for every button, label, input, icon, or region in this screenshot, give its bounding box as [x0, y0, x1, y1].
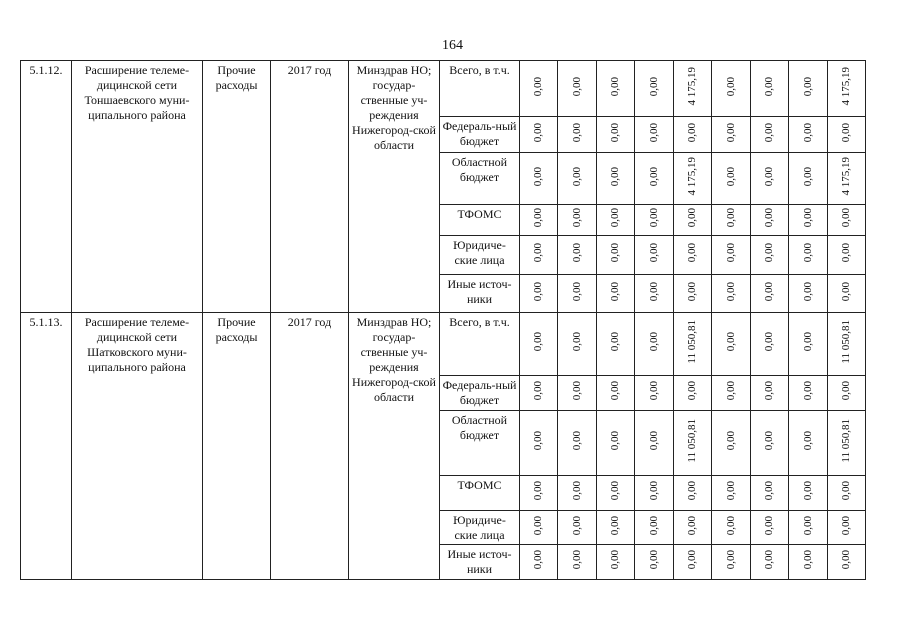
value-cell — [597, 511, 635, 545]
value-cell — [828, 236, 866, 275]
value-cell — [751, 313, 789, 376]
value-text: 0,00 — [801, 515, 814, 536]
value-cell — [635, 313, 674, 376]
value-cell — [712, 511, 751, 545]
funding-source: ТФОМС — [440, 205, 520, 236]
value-cell — [674, 153, 712, 205]
value-cell — [789, 511, 828, 545]
value-text: 0,00 — [763, 281, 775, 302]
value-cell — [597, 411, 635, 476]
value-text: 0,00 — [763, 208, 775, 228]
value-text: 0,00 — [840, 243, 852, 263]
value-text: 0,00 — [609, 431, 621, 451]
value-text: 0,00 — [724, 76, 737, 97]
value-cell — [520, 236, 558, 275]
value-cell — [712, 205, 751, 236]
value-text: 0,00 — [801, 281, 814, 302]
value-cell — [635, 411, 674, 476]
table-row — [21, 61, 866, 117]
value-cell — [520, 117, 558, 153]
value-cell — [674, 236, 712, 275]
value-text: 0,00 — [609, 208, 621, 228]
value-cell — [597, 205, 635, 236]
value-cell — [597, 313, 635, 376]
value-text: 0,00 — [647, 122, 660, 143]
value-text: 0,00 — [532, 381, 544, 401]
value-text: 0,00 — [647, 515, 660, 536]
value-text: 0,00 — [647, 243, 660, 263]
item-name: Расширение телеме-дицинской сети Тоншаевского муни-ципального района — [72, 61, 203, 313]
value-cell — [712, 153, 751, 205]
value-text: 0,00 — [532, 332, 544, 352]
value-text: 0,00 — [532, 208, 544, 228]
value-text: 0,00 — [647, 431, 660, 451]
value-text: 0,00 — [763, 515, 775, 536]
value-text: 4 175,19 — [840, 67, 852, 106]
value-cell — [751, 511, 789, 545]
value-cell — [712, 275, 751, 313]
value-cell — [558, 411, 597, 476]
value-text: 0,00 — [609, 550, 621, 570]
value-cell — [789, 153, 828, 205]
value-text: 0,00 — [801, 208, 814, 228]
value-cell — [558, 61, 597, 117]
value-text: 0,00 — [724, 515, 737, 536]
value-text: 0,00 — [763, 243, 775, 263]
item-name: Расширение телеме-дицинской сети Шатковского муни-ципального района — [72, 313, 203, 580]
value-text: 0,00 — [840, 281, 852, 302]
funding-source: Всего, в т.ч. — [440, 313, 520, 376]
value-cell — [635, 275, 674, 313]
value-cell — [520, 275, 558, 313]
value-text: 0,00 — [647, 76, 660, 97]
value-text: 0,00 — [532, 166, 544, 187]
value-text: 0,00 — [763, 76, 775, 97]
value-cell — [635, 205, 674, 236]
value-cell — [597, 545, 635, 580]
value-text: 0,00 — [801, 381, 814, 401]
value-cell — [597, 153, 635, 205]
value-cell — [828, 117, 866, 153]
value-text: 0,00 — [840, 515, 852, 536]
value-cell — [712, 117, 751, 153]
value-text: 0,00 — [801, 122, 814, 143]
value-text: 0,00 — [570, 166, 583, 187]
value-text: 0,00 — [532, 550, 544, 570]
value-text: 0,00 — [801, 550, 814, 570]
value-text: 0,00 — [570, 76, 583, 97]
value-text: 0,00 — [609, 381, 621, 401]
value-cell — [558, 545, 597, 580]
value-cell — [751, 476, 789, 511]
value-cell — [789, 376, 828, 411]
value-text: 0,00 — [801, 243, 814, 263]
value-text: 11 050,81 — [686, 320, 698, 364]
value-cell — [712, 545, 751, 580]
value-cell — [789, 275, 828, 313]
value-cell — [828, 545, 866, 580]
value-text: 0,00 — [686, 381, 698, 401]
value-cell — [712, 411, 751, 476]
value-text: 0,00 — [570, 550, 583, 570]
item-year: 2017 год — [271, 61, 349, 313]
value-cell — [828, 275, 866, 313]
value-cell — [789, 313, 828, 376]
expense-type: Прочие расходы — [203, 313, 271, 580]
value-text: 11 050,81 — [686, 419, 698, 463]
value-text: 0,00 — [570, 122, 583, 143]
value-text: 0,00 — [724, 332, 737, 352]
item-code: 5.1.12. — [21, 61, 72, 313]
value-cell — [520, 153, 558, 205]
expense-type: Прочие расходы — [203, 61, 271, 313]
value-text: 0,00 — [801, 332, 814, 352]
value-text: 0,00 — [724, 208, 737, 228]
value-cell — [674, 275, 712, 313]
value-cell — [751, 376, 789, 411]
value-cell — [789, 61, 828, 117]
value-text: 0,00 — [532, 76, 544, 97]
value-cell — [674, 117, 712, 153]
value-cell — [828, 411, 866, 476]
value-text: 0,00 — [840, 208, 852, 228]
value-cell — [828, 376, 866, 411]
value-text: 0,00 — [532, 243, 544, 263]
value-text: 0,00 — [840, 550, 852, 570]
item-executor: Минздрав НО; государ-ственные уч-реждения Нижегород-ской области — [349, 313, 440, 580]
value-text: 0,00 — [570, 243, 583, 263]
value-cell — [635, 117, 674, 153]
value-cell — [635, 545, 674, 580]
item-code: 5.1.13. — [21, 313, 72, 580]
funding-source: ТФОМС — [440, 476, 520, 511]
value-cell — [597, 476, 635, 511]
value-text: 0,00 — [840, 381, 852, 401]
value-cell — [789, 236, 828, 275]
value-cell — [558, 275, 597, 313]
value-cell — [558, 117, 597, 153]
value-cell — [558, 236, 597, 275]
value-cell — [558, 153, 597, 205]
value-cell — [712, 61, 751, 117]
value-cell — [828, 511, 866, 545]
value-text: 0,00 — [647, 332, 660, 352]
funding-source: Всего, в т.ч. — [440, 61, 520, 117]
value-cell — [789, 476, 828, 511]
value-text: 0,00 — [647, 381, 660, 401]
value-cell — [597, 236, 635, 275]
value-text: 0,00 — [647, 281, 660, 302]
value-text: 0,00 — [609, 281, 621, 302]
funding-source: Юридиче-ские лица — [440, 511, 520, 545]
value-cell — [520, 376, 558, 411]
value-text: 0,00 — [724, 122, 737, 143]
value-text: 0,00 — [686, 550, 698, 570]
value-cell — [597, 117, 635, 153]
value-text: 0,00 — [686, 515, 698, 536]
value-text: 4 175,19 — [686, 157, 698, 196]
value-cell — [674, 511, 712, 545]
value-text: 0,00 — [570, 208, 583, 228]
value-cell — [635, 376, 674, 411]
value-text: 0,00 — [609, 122, 621, 143]
funding-source: Федераль-ный бюджет — [440, 117, 520, 153]
value-cell — [520, 61, 558, 117]
value-cell — [751, 275, 789, 313]
value-text: 0,00 — [570, 332, 583, 352]
value-text: 0,00 — [801, 481, 814, 501]
value-cell — [520, 511, 558, 545]
value-cell — [751, 61, 789, 117]
value-cell — [558, 313, 597, 376]
value-cell — [558, 376, 597, 411]
page-number: 164 — [442, 38, 463, 53]
value-cell — [558, 476, 597, 511]
value-text: 11 050,81 — [840, 419, 852, 463]
value-text: 0,00 — [570, 515, 583, 536]
value-cell — [597, 275, 635, 313]
value-cell — [751, 545, 789, 580]
value-text: 0,00 — [686, 481, 698, 501]
value-cell — [635, 153, 674, 205]
value-cell — [828, 476, 866, 511]
value-text: 0,00 — [763, 122, 775, 143]
value-text: 0,00 — [609, 332, 621, 352]
value-text: 0,00 — [724, 431, 737, 451]
funding-source: Федераль-ный бюджет — [440, 376, 520, 411]
value-text: 0,00 — [609, 76, 621, 97]
value-text: 0,00 — [686, 208, 698, 228]
funding-source: Иные источ-ники — [440, 545, 520, 580]
value-text: 0,00 — [840, 481, 852, 501]
value-text: 0,00 — [763, 431, 775, 451]
value-cell — [635, 511, 674, 545]
value-cell — [789, 411, 828, 476]
value-cell — [635, 61, 674, 117]
value-cell — [558, 511, 597, 545]
value-cell — [674, 411, 712, 476]
value-cell — [828, 153, 866, 205]
value-text: 0,00 — [532, 281, 544, 302]
value-text: 0,00 — [532, 122, 544, 143]
value-text: 0,00 — [570, 481, 583, 501]
value-cell — [828, 61, 866, 117]
value-text: 0,00 — [801, 166, 814, 187]
value-text: 0,00 — [840, 122, 852, 143]
value-text: 0,00 — [686, 122, 698, 143]
value-text: 0,00 — [609, 481, 621, 501]
value-text: 4 175,19 — [686, 67, 698, 106]
value-text: 0,00 — [647, 208, 660, 228]
funding-source: Иные источ-ники — [440, 275, 520, 313]
value-cell — [674, 476, 712, 511]
value-cell — [751, 411, 789, 476]
value-cell — [751, 117, 789, 153]
value-cell — [520, 205, 558, 236]
value-text: 0,00 — [763, 481, 775, 501]
value-text: 0,00 — [763, 550, 775, 570]
value-text: 0,00 — [686, 243, 698, 263]
value-text: 0,00 — [724, 381, 737, 401]
value-text: 11 050,81 — [840, 320, 852, 364]
value-cell — [751, 236, 789, 275]
value-cell — [635, 236, 674, 275]
value-text: 0,00 — [724, 550, 737, 570]
funding-source: Юридиче-ские лица — [440, 236, 520, 275]
value-text: 0,00 — [763, 381, 775, 401]
value-cell — [674, 545, 712, 580]
value-text: 0,00 — [570, 281, 583, 302]
value-cell — [674, 376, 712, 411]
value-text: 0,00 — [570, 381, 583, 401]
table-row — [21, 313, 866, 376]
value-cell — [635, 476, 674, 511]
value-cell — [751, 205, 789, 236]
value-cell — [520, 411, 558, 476]
budget-table — [20, 60, 866, 580]
value-cell — [712, 476, 751, 511]
value-cell — [751, 153, 789, 205]
value-text: 0,00 — [647, 550, 660, 570]
value-cell — [520, 545, 558, 580]
value-cell — [789, 545, 828, 580]
value-cell — [558, 205, 597, 236]
value-cell — [674, 205, 712, 236]
value-text: 0,00 — [570, 431, 583, 451]
value-cell — [828, 313, 866, 376]
value-text: 0,00 — [532, 481, 544, 501]
value-text: 0,00 — [801, 431, 814, 451]
value-text: 0,00 — [532, 431, 544, 451]
value-cell — [674, 61, 712, 117]
value-text: 0,00 — [763, 166, 775, 187]
value-text: 0,00 — [609, 243, 621, 263]
value-cell — [789, 205, 828, 236]
funding-source: Областной бюджет — [440, 153, 520, 205]
value-cell — [828, 205, 866, 236]
value-cell — [597, 376, 635, 411]
value-text: 0,00 — [647, 166, 660, 187]
value-cell — [520, 476, 558, 511]
item-year: 2017 год — [271, 313, 349, 580]
value-text: 0,00 — [724, 166, 737, 187]
value-text: 0,00 — [724, 243, 737, 263]
value-text: 0,00 — [609, 166, 621, 187]
value-text: 0,00 — [647, 481, 660, 501]
value-text: 0,00 — [724, 481, 737, 501]
value-cell — [712, 313, 751, 376]
value-text: 0,00 — [724, 281, 737, 302]
value-text: 0,00 — [532, 515, 544, 536]
value-text: 0,00 — [609, 515, 621, 536]
item-executor: Минздрав НО; государ-ственные уч-реждения Нижегород-ской области — [349, 61, 440, 313]
value-text: 0,00 — [801, 76, 814, 97]
value-text: 4 175,19 — [840, 157, 852, 196]
value-cell — [674, 313, 712, 376]
value-cell — [712, 376, 751, 411]
funding-source: Областной бюджет — [440, 411, 520, 476]
value-cell — [597, 61, 635, 117]
value-cell — [789, 117, 828, 153]
value-cell — [520, 313, 558, 376]
value-cell — [712, 236, 751, 275]
value-text: 0,00 — [686, 281, 698, 302]
value-text: 0,00 — [763, 332, 775, 352]
